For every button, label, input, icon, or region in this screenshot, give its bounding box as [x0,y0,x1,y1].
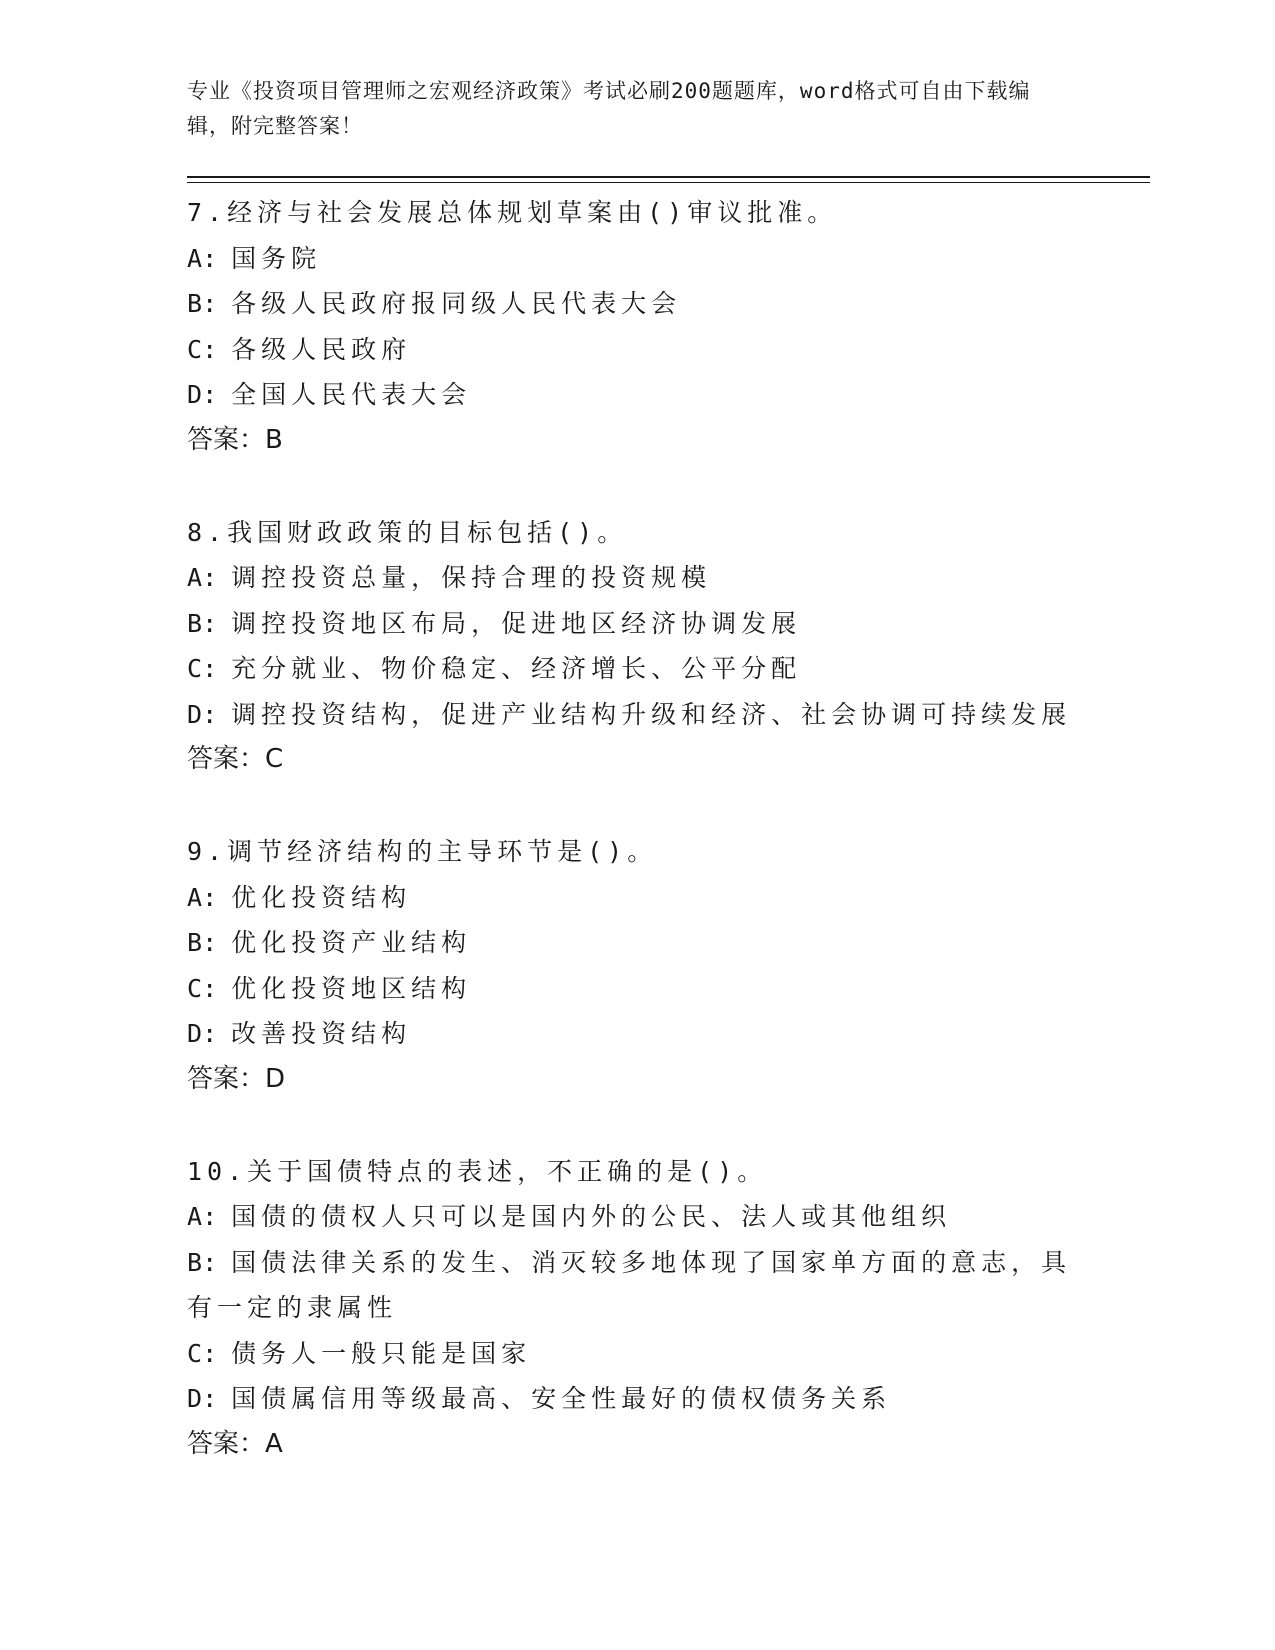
option-letter: D [187,699,203,729]
option-c [187,646,1087,692]
option-text: 国债属信用等级最高、安全性最好的债权债务关系 [231,1384,892,1413]
option-separator: : [202,1384,218,1413]
option-text: 国务院 [231,243,322,273]
option-letter: A [187,563,203,592]
option-letter: B [187,928,203,957]
option-b [187,281,1087,327]
option-text: 各级人民政府 [231,334,412,364]
option-letter: D [187,1019,203,1048]
question-stem: 10.关于国债特点的表述，不正确的是()。 [187,1156,768,1186]
answer-line: 答案：C [187,744,284,774]
option-c [187,327,1087,373]
option-separator: : [202,882,218,912]
option-a [187,236,1087,282]
option-separator: : [202,1019,218,1048]
option-text: 调控投资结构，促进产业结构升级和经济、社会协调可持续发展 [231,699,1072,729]
option-separator: : [202,928,218,957]
option-d [187,372,1087,418]
header-rule-thick [187,176,1150,178]
option-b [187,1240,1087,1331]
option-text: 国债的债权人只可以是国内外的公民、法人或其他组织 [231,1202,952,1231]
option-text: 全国人民代表大会 [231,380,472,409]
option-letter: A [187,882,203,912]
option-letter: D [187,380,203,409]
option-text: 优化投资产业结构 [231,928,472,957]
option-d [187,1011,1087,1057]
option-text: 调控投资地区布局，促进地区经济协调发展 [231,608,802,638]
option-a [187,1194,1087,1240]
option-c [187,966,1087,1012]
option-text: 调控投资总量，保持合理的投资规模 [231,563,712,592]
option-text: 改善投资结构 [231,1019,412,1048]
option-separator: : [202,699,218,729]
option-separator: : [202,608,218,638]
option-letter: A [187,1202,203,1231]
question-stem: 7.经济与社会发展总体规划草案由()审议批准。 [187,198,838,227]
option-letter: B [187,608,203,638]
option-d [187,692,1087,738]
option-separator: : [202,1338,218,1368]
option-text: 优化投资地区结构 [231,973,472,1003]
answer-line: 答案：A [187,1428,283,1459]
option-letter: B [187,289,203,318]
answer-line: 答案：D [187,1063,286,1094]
option-separator: : [202,334,218,364]
option-separator: : [202,973,218,1003]
question-stem: 8.我国财政政策的目标包括()。 [187,517,628,547]
option-separator: : [202,1202,218,1231]
option-separator: : [202,289,218,318]
question-list [187,190,1087,1514]
question-8 [187,510,1087,783]
option-letter: C [187,1338,203,1368]
document-header: 专业《投资项目管理师之宏观经济政策》考试必刷200题题库，word格式可自由下载编辑，附完整答案！ [187,79,1031,138]
option-c [187,1331,1087,1377]
option-letter: D [187,1384,203,1413]
option-separator: : [202,380,218,409]
option-letter: C [187,334,203,364]
option-letter: A [187,243,203,273]
option-b [187,601,1087,647]
option-separator: : [202,654,218,683]
question-10 [187,1149,1087,1467]
option-letter: C [187,973,203,1003]
option-letter: C [187,654,203,683]
option-text: 各级人民政府报同级人民代表大会 [231,289,682,318]
question-9 [187,829,1087,1102]
answer-line: 答案：B [187,424,283,455]
option-letter: B [187,1247,203,1277]
option-text: 充分就业、物价稳定、经济增长、公平分配 [231,654,802,683]
option-text: 债务人一般只能是国家 [231,1338,532,1368]
option-separator: : [202,1247,218,1277]
option-a [187,875,1087,921]
option-separator: : [202,563,218,592]
option-text: 国债法律关系的发生、消灭较多地体现了国家单方面的意志，具有一定的隶属性 [187,1247,1072,1322]
option-a [187,555,1087,601]
header-rule-thin [187,182,1150,183]
question-7 [187,190,1087,463]
question-stem: 9.调节经济结构的主导环节是()。 [187,837,658,866]
option-b [187,920,1087,966]
option-separator: : [202,243,218,273]
option-text: 优化投资结构 [231,882,412,912]
option-d [187,1376,1087,1422]
